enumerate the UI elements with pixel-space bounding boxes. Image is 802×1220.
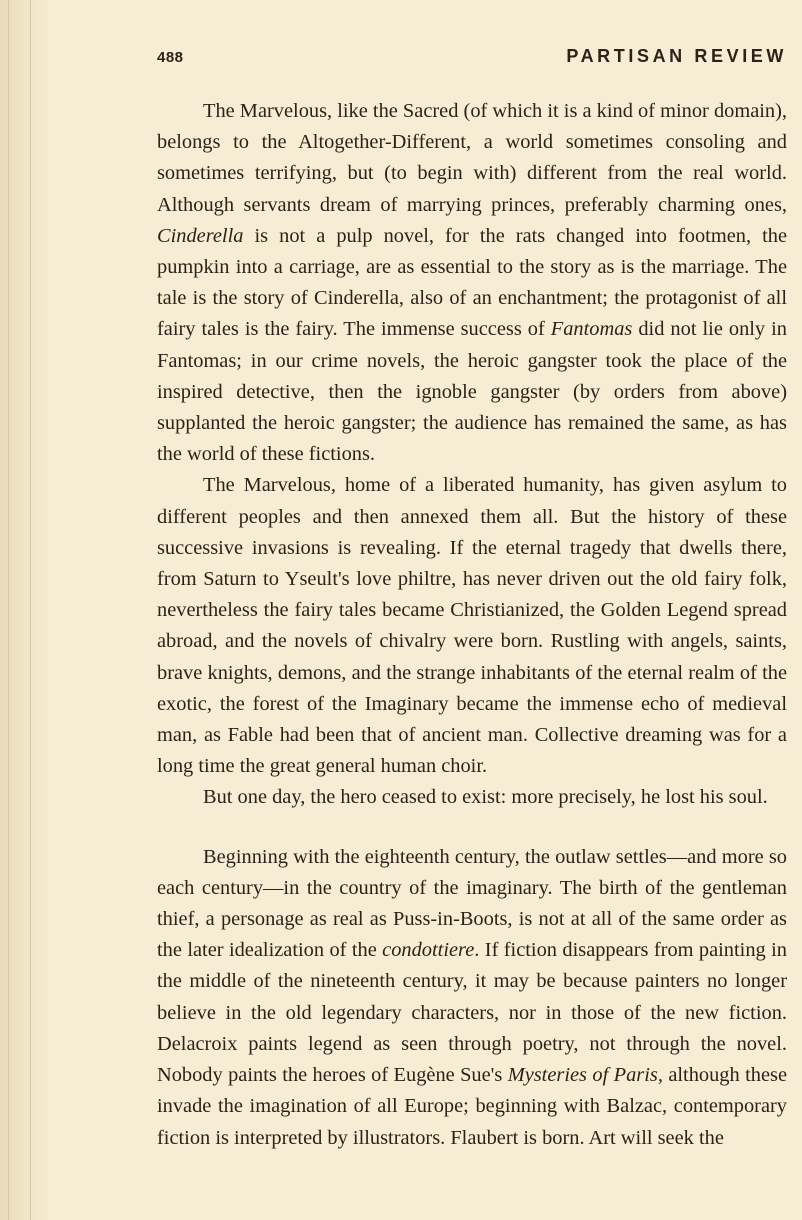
- text-run: . If fiction disappears from painting in the middle of the nineteenth century, it may be because painters no longer believe in the old legendary characters, nor in those of the new fiction. Delacroix paints legend as seen through poetry, not through the novel. Nobody paints the heroes of Eugène Sue's: [157, 939, 787, 1087]
- paragraph: [157, 782, 787, 813]
- gutter-fold-line: [30, 0, 31, 1220]
- book-page: [157, 46, 787, 1154]
- page-number: 488: [157, 49, 184, 66]
- text-run: is not a pulp novel, for the rats changed into footmen, the pumpkin into a carriage, are as essential to the story as is the marriage. The tale is the story of Cinderella, also of an enchantment; the protagonist of all fairy tales is the fairy. The immense success of: [157, 224, 787, 341]
- body-text: [157, 96, 787, 1154]
- paragraph: [157, 842, 787, 1154]
- running-head: [157, 46, 787, 78]
- paragraph: [157, 96, 787, 470]
- paragraph: [157, 470, 787, 782]
- journal-title: PARTISAN REVIEW: [566, 46, 787, 66]
- italic-title: Cinderella: [157, 224, 244, 247]
- text-run: The Marvelous, like the Sacred (of which it is a kind of minor domain), belongs to the Altogether-Different, a world sometimes consoling and sometimes terrifying, but (to begin with) different from the real world. Although servants dream of marrying princes, preferably charming ones,: [157, 100, 787, 216]
- italic-title: Fantomas: [550, 318, 633, 341]
- text-run: although these invade the imagination of all Europe; beginning with Balzac, contemporary fiction is interpreted by illustrators. Flaubert is born. Art will seek the: [157, 1064, 788, 1149]
- text-run: But one day, the hero ceased to exist: more precisely, he lost his soul.: [203, 786, 768, 809]
- gutter-edge-line: [8, 0, 9, 1220]
- text-run: did not lie only in Fantomas; in our crime novels, the heroic gangster took the place of the inspired detective, then the ignoble gangster (by orders from above) supplanted the heroic gangster; the audience has remained the same, as has the world of these fictions.: [157, 318, 787, 466]
- italic-title: Mysteries of Paris,: [507, 1064, 663, 1087]
- text-run: The Marvelous, home of a liberated humanity, has given asylum to different peoples and then annexed them all. But the history of these successive invasions is revealing. If the eternal tragedy that dwells there, from Saturn to Yseult's love philtre, has never driven out the old fairy folk, nevertheless the fairy tales became Christianized, the Golden Legend spread abroad, and the novels of chivalry were born. Rustling with angels, saints, brave knights, demons, and the strange inhabitants of the eternal realm of the exotic, the forest of the Imaginary became the immense echo of medieval man, as Fable had been that of ancient man. Collective dreaming was for a long time the great general human choir.: [157, 474, 787, 778]
- text-run: Beginning with the eighteenth century, the outlaw settles—and more so each century—in the country of the imaginary. The birth of the gentleman thief, a personage as real as Puss-in-Boots, is not at all of the same order as the later idealization of the: [157, 845, 787, 962]
- italic-title: condottiere: [382, 939, 475, 962]
